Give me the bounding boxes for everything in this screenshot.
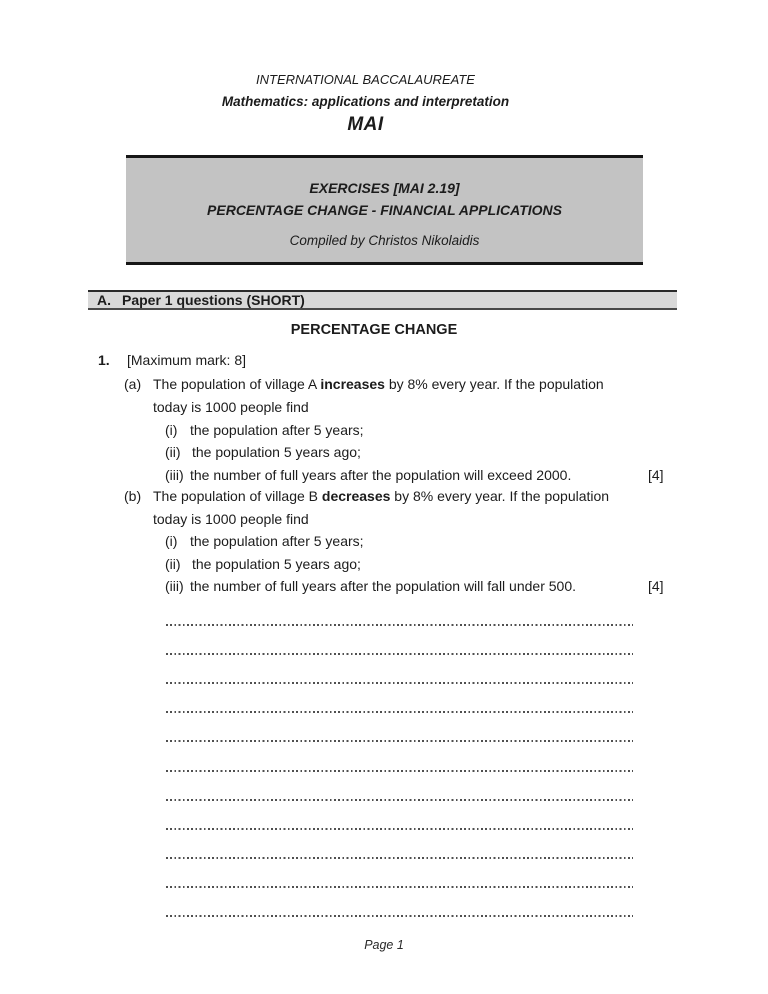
answer-dotted-line [166,915,633,917]
part-a-line1-post: by 8% every year. If the population [384,376,604,392]
header-institution: INTERNATIONAL BACCALAUREATE [256,72,475,87]
header-course: Mathematics: applications and interpretation [221,94,510,109]
part-b-item-i-text: the population after 5 years; [190,533,364,549]
part-b-line1-bold: decreases [321,488,391,504]
part-a-line1-pre: The population of village A [153,376,321,392]
answer-dotted-line [166,624,633,626]
question-number: 1. [98,352,110,368]
question-max-mark: [Maximum mark: 8] [127,352,247,368]
part-b-line1 [153,488,609,504]
part-a-item-iii-label: (iii) [165,467,184,483]
answer-dotted-line [166,682,633,684]
part-a-line1-bold: increases [320,376,385,392]
answer-dotted-line [166,653,633,655]
title-box [126,155,643,265]
title-box-compiled-by: Compiled by Christos Nikolaidis [289,233,480,248]
part-b-marks: [4] [648,578,664,594]
part-a-item-ii-text: the population 5 years ago; [192,444,361,460]
part-b-item-i-label: (i) [165,533,178,549]
part-b-item-iii-label: (iii) [165,578,184,594]
title-box-topic: PERCENTAGE CHANGE - FINANCIAL APPLICATIONS [207,202,562,218]
part-b-item-iii-text: the number of full years after the population will fall under 500. [190,578,577,594]
answer-dotted-line [166,770,633,772]
part-b-item-ii-text: the population 5 years ago; [192,556,361,572]
part-b-label: (b) [124,488,142,504]
part-b-line1-post: by 8% every year. If the population [390,488,610,504]
part-a-marks: [4] [648,467,664,483]
section-bar [88,290,677,310]
part-a-line1 [153,376,604,392]
header-code: MAI [347,114,384,135]
part-a-item-i-text: the population after 5 years; [190,422,364,438]
part-b-item-ii-label: (ii) [165,556,181,572]
part-a-item-ii-label: (ii) [165,444,181,460]
answer-dotted-line [166,886,633,888]
part-a-item-i-label: (i) [165,422,178,438]
part-b-line1-pre: The population of village B [153,488,322,504]
section-label: A. [97,292,111,308]
answer-dotted-line [166,799,633,801]
page-number: Page 1 [364,938,404,952]
part-b-line2: today is 1000 people find [153,511,309,527]
section-title: Paper 1 questions (SHORT) [122,292,305,308]
answer-dotted-line [166,740,633,742]
topic-heading: PERCENTAGE CHANGE [290,322,458,338]
answer-dotted-line [166,711,633,713]
part-a-line2: today is 1000 people find [153,399,309,415]
answer-dotted-line [166,857,633,859]
title-box-exercises: EXERCISES [MAI 2.19] [309,180,460,196]
answer-dotted-line [166,828,633,830]
part-a-item-iii-text: the number of full years after the population will exceed 2000. [190,467,572,483]
part-a-label: (a) [124,376,142,392]
